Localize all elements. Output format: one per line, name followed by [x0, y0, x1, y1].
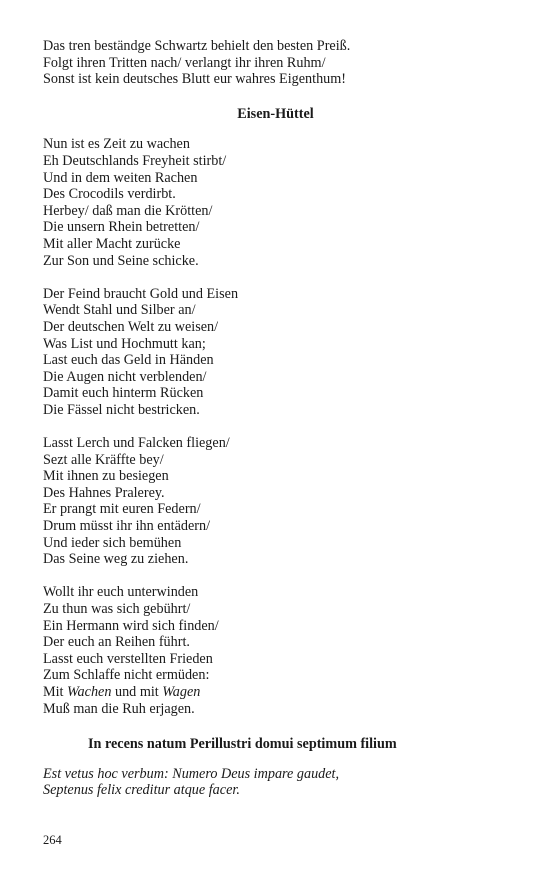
text-line: Folgt ihren Tritten nach/ verlangt ihr ihren Ruhm/ [43, 54, 326, 71]
verse-line: Zu thun was sich gebührt/ [43, 601, 191, 617]
verse-line: Er prangt mit euren Federn/ [43, 501, 201, 518]
verse-line: Die Fässel nicht bestricken. [43, 401, 200, 418]
verse-line: Die Augen nicht verblenden/ [43, 368, 207, 385]
text-line: Sonst ist kein deutsches Blutt eur wahres Eigenthum! [43, 71, 347, 88]
verse-line: Wollt ihr euch unterwinden [43, 584, 199, 601]
page-text [43, 38, 508, 799]
latin-line: Est vetus hoc verbum: Numero Deus impare gaudet, [43, 765, 340, 782]
page-number: 264 [43, 833, 62, 847]
verse-fragment: Mit [43, 683, 68, 700]
verse-line: Zum Schlaffe nicht ermüden: [43, 667, 210, 684]
verse-line: Und ieder sich bemühen [43, 534, 182, 551]
latin-line: Septenus felix creditur atque facer. [43, 782, 240, 799]
verse-line: Herbey/ daß man die Krötten/ [43, 202, 213, 219]
verse-line: Last euch das Geld in Händen [43, 352, 214, 369]
verse-line: Muß man die Ruh erjagen. [43, 700, 195, 717]
opening-lines [43, 38, 508, 88]
poem-title: Eisen-Hüttel [237, 105, 314, 122]
verse-line: Der Feind braucht Gold und Eisen [43, 285, 239, 302]
latin-title: In recens natum Perillustri domui septimum filium [88, 736, 397, 753]
stanza-gap [43, 269, 508, 286]
verse-line: Zur Son und Seine schicke. [43, 252, 199, 269]
verse-line: Lasst Lerch und Falcken fliegen/ [43, 435, 230, 452]
stanza-gap [43, 568, 508, 585]
verse-line [43, 684, 508, 701]
verse-line: Drum müsst ihr ihn entädern/ [43, 518, 211, 535]
verse-line: Der euch an Reihen führt. [43, 634, 190, 651]
verse-line: Und in dem weiten Rachen [43, 169, 198, 186]
verse-line: Des Hahnes Pralerey. [43, 484, 165, 501]
stanza-3 [43, 435, 508, 568]
latin-distich [43, 766, 508, 799]
verse-line: Sezt alle Kräffte bey/ [43, 451, 164, 468]
stanza-1 [43, 136, 508, 269]
verse-line: Ein Hermann wird sich finden/ [43, 617, 219, 634]
verse-line: Wendt Stahl und Silber an/ [43, 302, 196, 319]
stanza-2 [43, 286, 508, 419]
verse-line: Was List und Hochmutt kan; [43, 335, 206, 352]
verse-line: Des Crocodils verdirbt. [43, 186, 176, 203]
verse-line: Die unsern Rhein betretten/ [43, 219, 200, 236]
emphasis-wagen: Wagen [162, 683, 201, 700]
verse-line: Nun ist es Zeit zu wachen [43, 136, 190, 153]
verse-line: Das Seine weg zu ziehen. [43, 551, 189, 568]
verse-line: Der deutschen Welt zu weisen/ [43, 318, 219, 335]
stanza-gap [43, 418, 508, 435]
verse-line: Eh Deutschlands Freyheit stirbt/ [43, 152, 227, 169]
stanza-4 [43, 584, 508, 717]
text-line: Das tren beständge Schwartz behielt den besten Preiß. [43, 38, 351, 54]
verse-fragment: und mit [111, 683, 163, 700]
verse-line: Lasst euch verstellten Frieden [43, 650, 213, 667]
verse-line: Mit aller Macht zurücke [43, 235, 181, 252]
verse-line: Mit ihnen zu besiegen [43, 468, 169, 485]
emphasis-wachen: Wachen [67, 683, 112, 700]
verse-line: Damit euch hinterm Rücken [43, 385, 204, 402]
